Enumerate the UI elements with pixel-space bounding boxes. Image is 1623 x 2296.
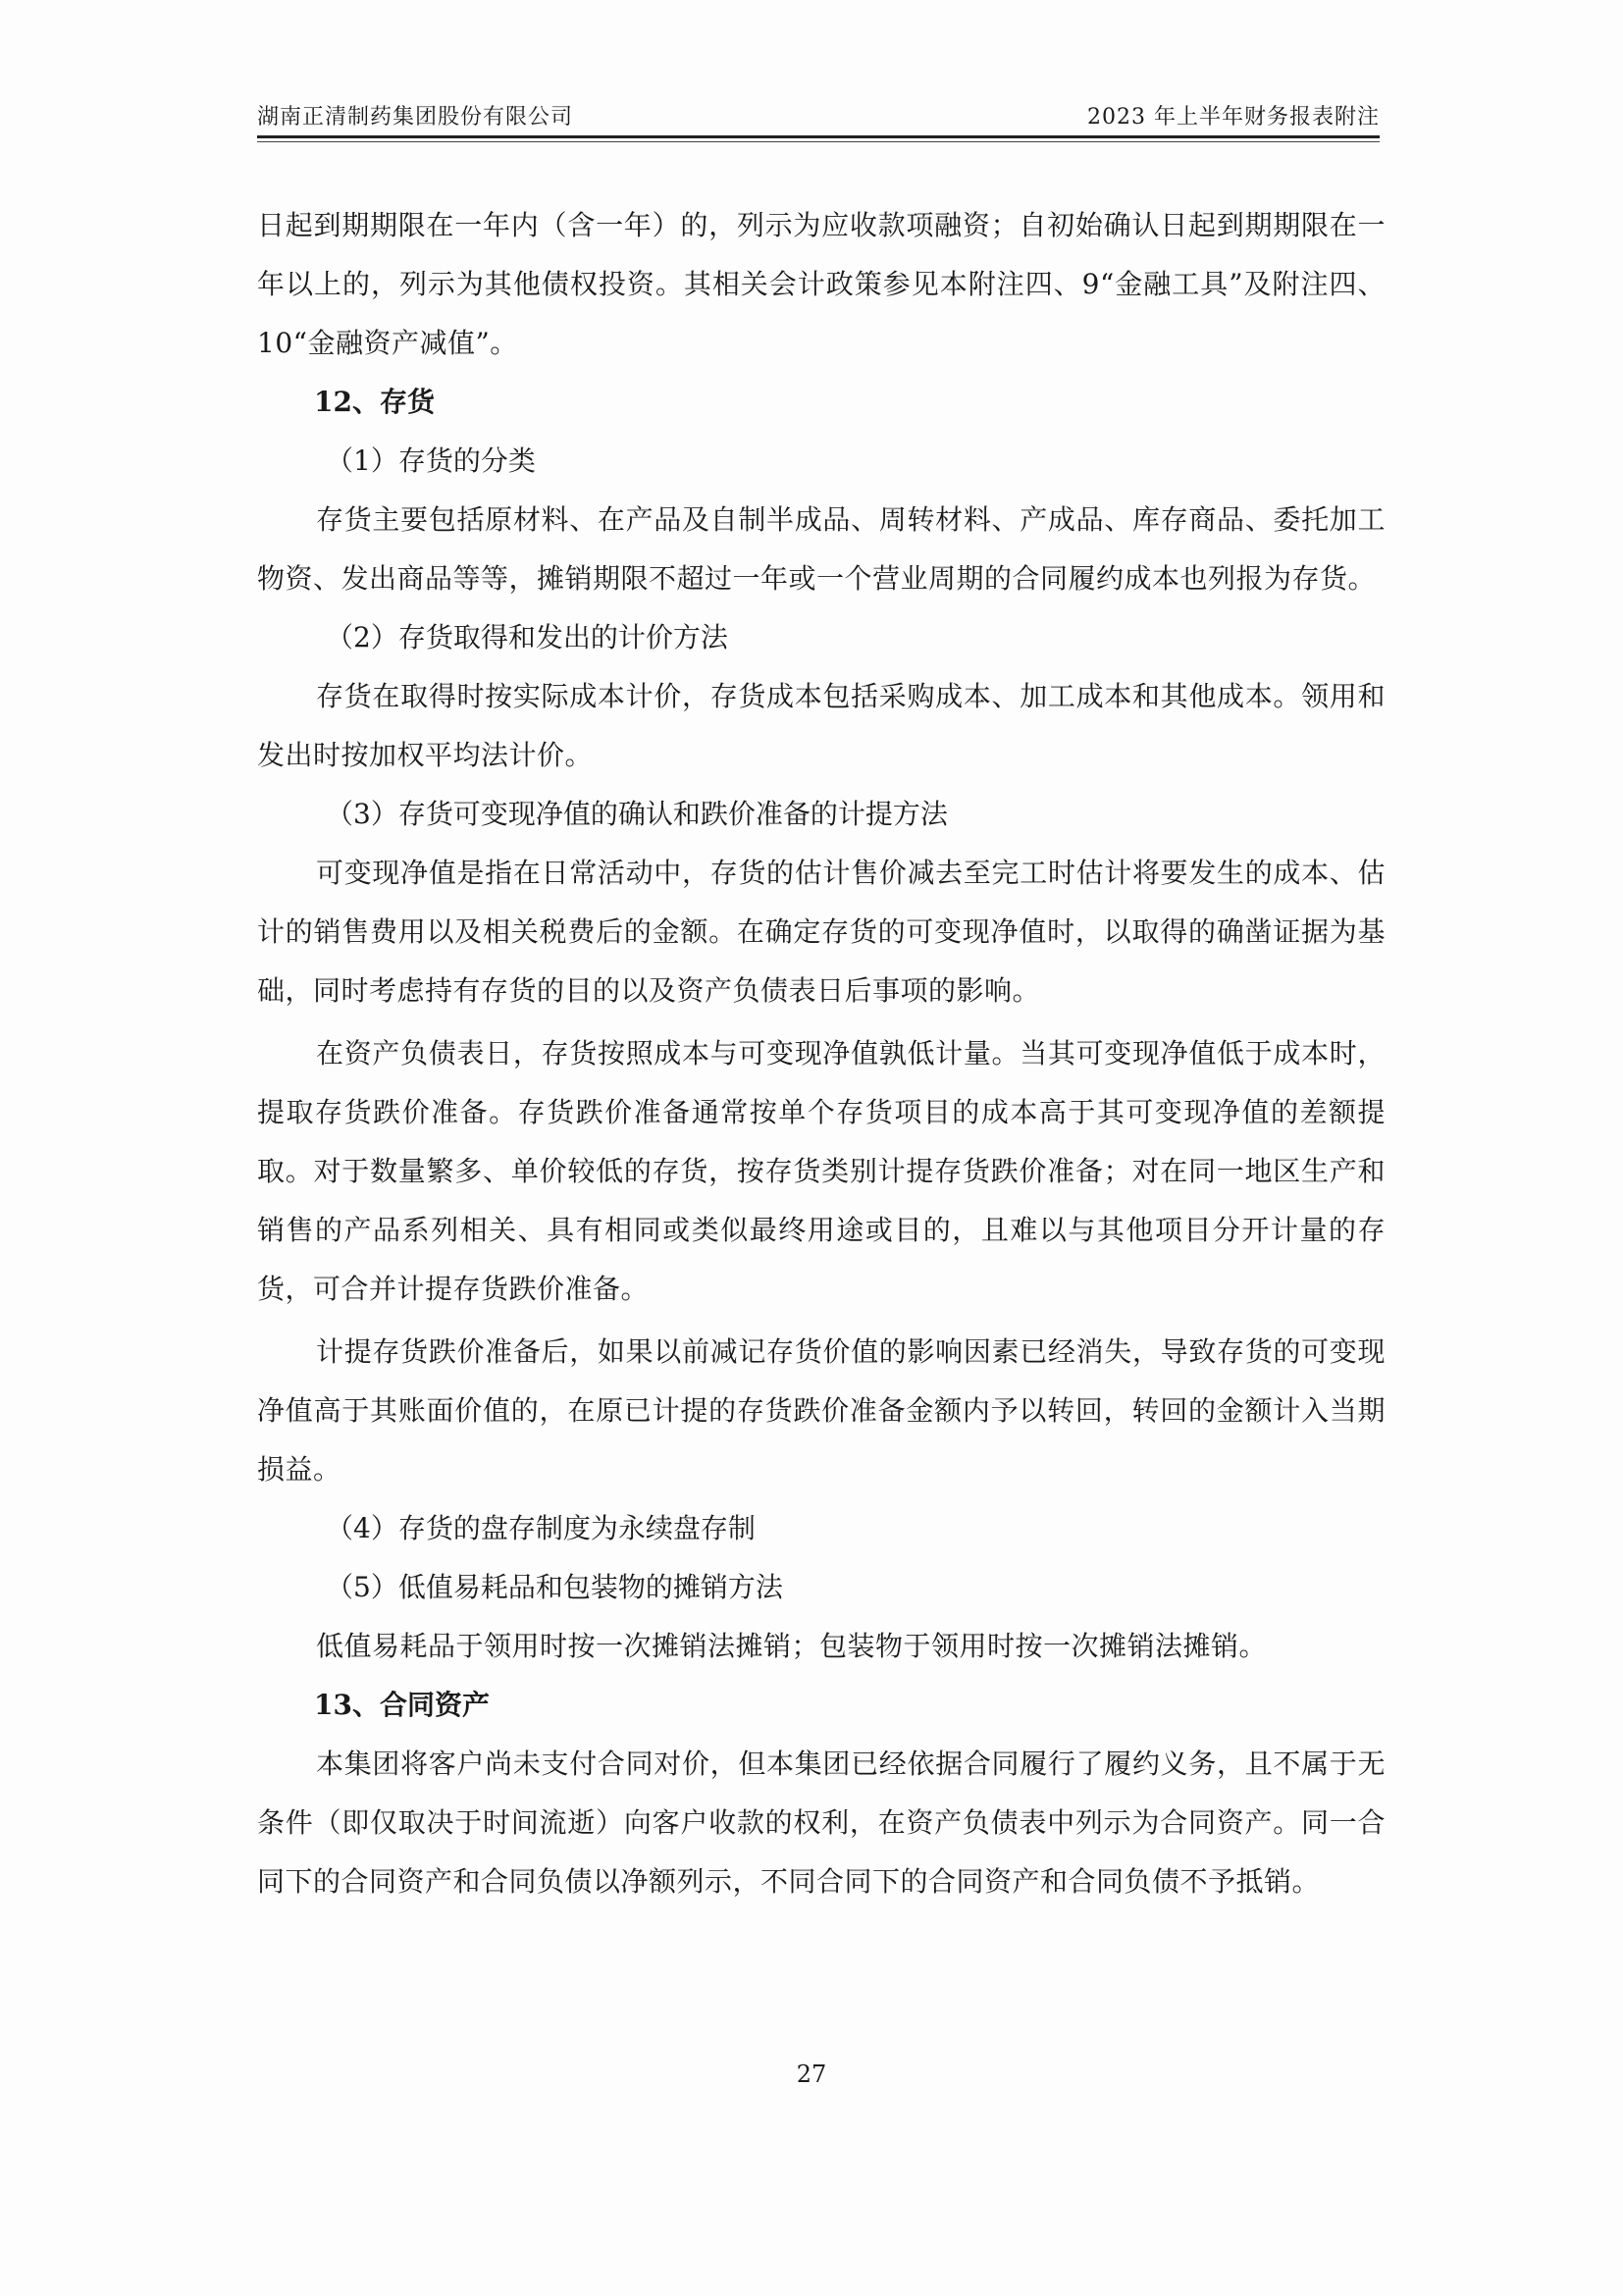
header-rule xyxy=(257,135,1380,138)
subsection-12-5-paragraph: 低值易耗品于领用时按一次摊销法摊销；包装物于领用时按一次摊销法摊销。 xyxy=(316,1630,1268,1662)
section-12-heading: 12、存货 xyxy=(314,386,435,418)
subsection-12-2-title: （2）存货取得和发出的计价方法 xyxy=(326,621,728,653)
report-title: 2023 年上半年财务报表附注 xyxy=(1087,105,1380,130)
subsection-12-5-title: （5）低值易耗品和包装物的摊销方法 xyxy=(326,1571,783,1603)
subsection-12-1-title: （1）存货的分类 xyxy=(326,444,536,477)
subsection-12-3-title: （3）存货可变现净值的确认和跌价准备的计提方法 xyxy=(326,798,948,830)
subsection-12-3-paragraph-2: 在资产负债表日，存货按照成本与可变现净值孰低计量。当其可变现净值低于成本时，提取存货跌价准备。存货跌价准备通常按单个存货项目的成本高于其可变现净值的差额提取。对于数量繁多、单价较低的存货，按存货类别计提存货跌价准备；对在同一地区生产和销售的产品系列相关、具有相同或类似最终用途或目的，且难以与其他项目分开计量的存货，可合并计提存货跌价准备。 xyxy=(257,1037,1386,1305)
subsection-12-3-paragraph-1: 可变现净值是指在日常活动中，存货的估计售价减去至完工时估计将要发生的成本、估计的销售费用以及相关税费后的金额。在确定存货的可变现净值时，以取得的确凿证据为基础，同时考虑持有存货的目的以及资产负债表日后事项的影响。 xyxy=(257,857,1386,1007)
company-name: 湖南正清制药集团股份有限公司 xyxy=(257,105,574,130)
page-number: 27 xyxy=(796,2061,827,2088)
subsection-12-4-title: （4）存货的盘存制度为永续盘存制 xyxy=(326,1512,756,1544)
subsection-12-2-paragraph: 存货在取得时按实际成本计价，存货成本包括采购成本、加工成本和其他成本。领用和发出时按加权平均法计价。 xyxy=(257,680,1386,771)
page-header xyxy=(257,98,1380,137)
section-13-paragraph: 本集团将客户尚未支付合同对价，但本集团已经依据合同履行了履约义务，且不属于无条件（即仅取决于时间流逝）向客户收款的权利，在资产负债表中列示为合同资产。同一合同下的合同资产和合同负债以净额列示，不同合同下的合同资产和合同负债不予抵销。 xyxy=(257,1748,1386,1898)
subsection-12-3-paragraph-3: 计提存货跌价准备后，如果以前减记存货价值的影响因素已经消失，导致存货的可变现净值高于其账面价值的，在原已计提的存货跌价准备金额内予以转回，转回的金额计入当期损益。 xyxy=(257,1335,1386,1486)
intro-paragraph: 日起到期期限在一年内（含一年）的，列示为应收款项融资；自初始确认日起到期期限在一年以上的，列示为其他债权投资。其相关会计政策参见本附注四、9“金融工具”及附注四、10“金融资产减值”。 xyxy=(257,209,1386,359)
subsection-12-1-paragraph: 存货主要包括原材料、在产品及自制半成品、周转材料、产成品、库存商品、委托加工物资、发出商品等等，摊销期限不超过一年或一个营业周期的合同履约成本也列报为存货。 xyxy=(257,503,1386,595)
header-rule-thin xyxy=(257,141,1380,142)
section-13-heading: 13、合同资产 xyxy=(314,1689,490,1721)
page-body xyxy=(257,196,1386,1911)
